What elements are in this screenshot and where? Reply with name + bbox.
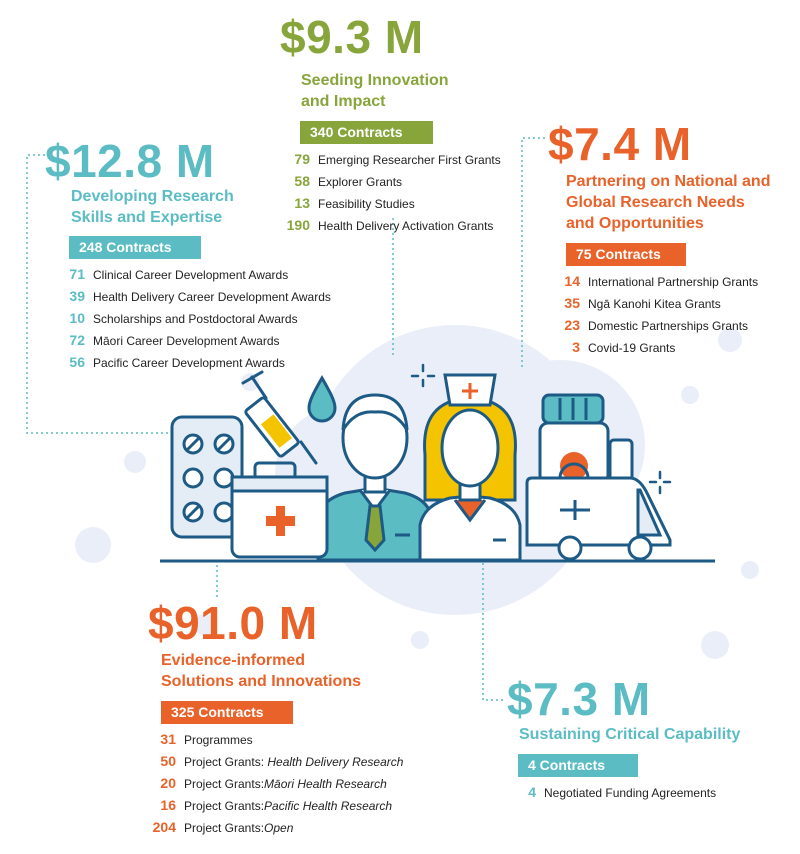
- partnering-list: [548, 271, 770, 359]
- sustaining-heading: Sustaining Critical Capability: [519, 726, 741, 743]
- seeding-item-count: 79: [294, 151, 310, 167]
- partnering-heading-line3: and Opportunities: [566, 215, 704, 232]
- developing-contracts-badge: 248 Contracts: [69, 236, 201, 259]
- developing-item-label: Health Delivery Career Development Awards: [93, 290, 331, 304]
- evidence-heading-line2: Solutions and Innovations: [161, 673, 361, 690]
- seeding-item-count: 58: [294, 173, 310, 189]
- developing-item-label: Scholarships and Postdoctoral Awards: [93, 312, 298, 326]
- sustaining-list: [507, 782, 740, 804]
- seeding-item-label: Health Delivery Activation Grants: [318, 219, 494, 233]
- partnering-item-count: 23: [564, 317, 580, 333]
- first-aid-kit-icon: [232, 463, 327, 557]
- developing-item-count: 39: [69, 288, 85, 304]
- evidence-item-count: 20: [160, 775, 176, 791]
- seeding-item-label: Emerging Researcher First Grants: [318, 153, 501, 167]
- partnering-heading: [566, 171, 770, 234]
- partnering-item-count: 3: [572, 339, 580, 355]
- partnering-heading-line2: Global Research Needs: [566, 194, 745, 211]
- partnering-section: [548, 118, 771, 359]
- developing-heading-line2: Skills and Expertise: [71, 209, 223, 226]
- sustaining-item-count: 4: [528, 784, 536, 800]
- evidence-heading: [161, 650, 403, 692]
- seeding-amount: $9.3 M: [280, 11, 424, 63]
- evidence-item-label: Programmes: [184, 733, 253, 747]
- sustaining-section: [507, 673, 741, 804]
- evidence-item-count: 31: [160, 731, 176, 747]
- evidence-heading-line1: Evidence-informed: [161, 652, 306, 669]
- seeding-item-count: 13: [294, 195, 310, 211]
- developing-heading-line1: Developing Research: [71, 188, 234, 205]
- sustaining-amount: $7.3 M: [507, 673, 651, 725]
- seeding-heading-line2: and Impact: [301, 93, 386, 110]
- seeding-item-count: 190: [286, 217, 310, 233]
- developing-item-count: 10: [69, 310, 85, 326]
- evidence-item-label: Project Grants:: [184, 799, 265, 813]
- partnering-item-label: Covid-19 Grants: [588, 341, 676, 355]
- partnering-contracts-badge: 75 Contracts: [566, 243, 686, 266]
- evidence-item-subject: Health Delivery Research: [267, 755, 404, 769]
- evidence-list: [148, 729, 403, 839]
- seeding-item-label: Explorer Grants: [318, 175, 403, 189]
- evidence-item-count: 50: [160, 753, 176, 769]
- evidence-contracts-badge: 325 Contracts: [161, 701, 293, 724]
- developing-list: [45, 264, 331, 374]
- seeding-item-label: Feasibility Studies: [318, 197, 415, 211]
- seeding-heading-line1: Seeding Innovation: [301, 72, 449, 89]
- evidence-amount: $91.0 M: [148, 597, 318, 649]
- partnering-item-label: Domestic Partnerships Grants: [588, 319, 749, 333]
- developing-item-count: 71: [69, 266, 85, 282]
- partnering-item-count: 14: [564, 273, 580, 289]
- evidence-section: [148, 597, 404, 839]
- evidence-item-label: Project Grants:: [184, 755, 268, 769]
- developing-item-count: 56: [69, 354, 85, 370]
- seeding-heading: [301, 70, 501, 112]
- sustaining-contracts-badge: 4 Contracts: [518, 754, 638, 777]
- partnering-amount: $7.4 M: [548, 118, 692, 170]
- developing-item-label: Māori Career Development Awards: [93, 334, 280, 348]
- seeding-contracts-badge: 340 Contracts: [300, 121, 433, 144]
- developing-section: [45, 135, 331, 374]
- sustaining-item-label: Negotiated Funding Agreements: [544, 786, 717, 800]
- developing-item-label: Clinical Career Development Awards: [93, 268, 289, 282]
- evidence-item-subject: Māori Health Research: [264, 777, 387, 791]
- evidence-item-label: Project Grants:: [184, 821, 265, 835]
- connector-partnering: [522, 138, 545, 370]
- evidence-item-count: 204: [152, 819, 176, 835]
- developing-item-count: 72: [69, 332, 85, 348]
- evidence-item-subject: Open: [264, 821, 294, 835]
- partnering-item-label: International Partnership Grants: [588, 275, 759, 289]
- drop-icon: [309, 378, 335, 421]
- evidence-item-subject: Pacific Health Research: [264, 799, 393, 813]
- developing-item-label: Pacific Career Development Awards: [93, 356, 285, 370]
- partnering-heading-line1: Partnering on National and: [566, 173, 771, 190]
- developing-heading: [71, 186, 331, 228]
- partnering-item-count: 35: [564, 295, 580, 311]
- partnering-item-label: Ngā Kanohi Kitea Grants: [588, 297, 721, 311]
- evidence-item-label: Project Grants:: [184, 777, 265, 791]
- evidence-item-count: 16: [160, 797, 176, 813]
- developing-amount: $12.8 M: [45, 135, 215, 187]
